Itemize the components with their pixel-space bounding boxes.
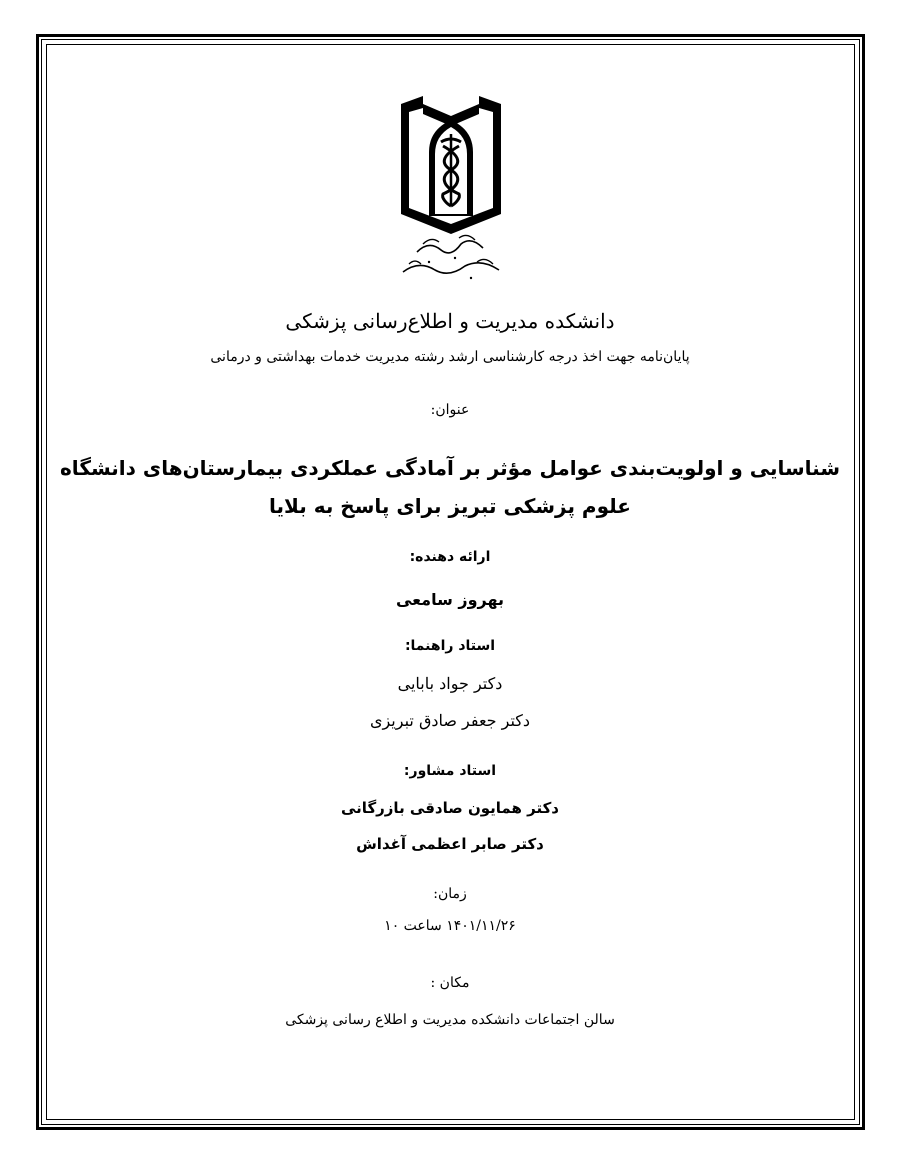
advisor-name: دکتر صابر اعظمی آغداش bbox=[356, 835, 544, 853]
presenter-label: ارائه دهنده: bbox=[409, 549, 491, 565]
supervisor-label: استاد راهنما: bbox=[404, 638, 496, 654]
time-value: ۱۴۰۱/۱۱/۲۶ ساعت ۱۰ bbox=[384, 918, 516, 934]
university-emblem-icon bbox=[395, 94, 507, 282]
time-label: زمان: bbox=[433, 886, 467, 902]
faculty-name: دانشکده مدیریت و اطلاع‌رسانی پزشکی bbox=[285, 309, 615, 333]
place-label: مکان : bbox=[430, 975, 470, 991]
thesis-title-line-2: علوم پزشکی تبریز برای پاسخ به بلایا bbox=[269, 494, 631, 518]
title-label: عنوان: bbox=[430, 402, 470, 418]
place-value: سالن اجتماعات دانشکده مدیریت و اطلاع رسانی پزشکی bbox=[285, 1012, 615, 1028]
advisor-label: استاد مشاور: bbox=[403, 763, 497, 779]
thesis-title-line-1: شناسایی و اولویت‌بندی عوامل مؤثر بر آمادگی عملکردی بیمارستان‌های دانشگاه bbox=[60, 456, 840, 480]
supervisor-name: دکتر جواد بابایی bbox=[397, 674, 503, 693]
advisor-name: دکتر همایون صادقی بازرگانی bbox=[341, 799, 559, 817]
presenter-name: بهروز سامعی bbox=[395, 590, 505, 609]
degree-description: پایان‌نامه جهت اخذ درجه کارشناسی ارشد رشته مدیریت خدمات بهداشتی و درمانی bbox=[210, 349, 690, 365]
supervisor-name: دکتر جعفر صادق تبریزی bbox=[369, 711, 531, 730]
